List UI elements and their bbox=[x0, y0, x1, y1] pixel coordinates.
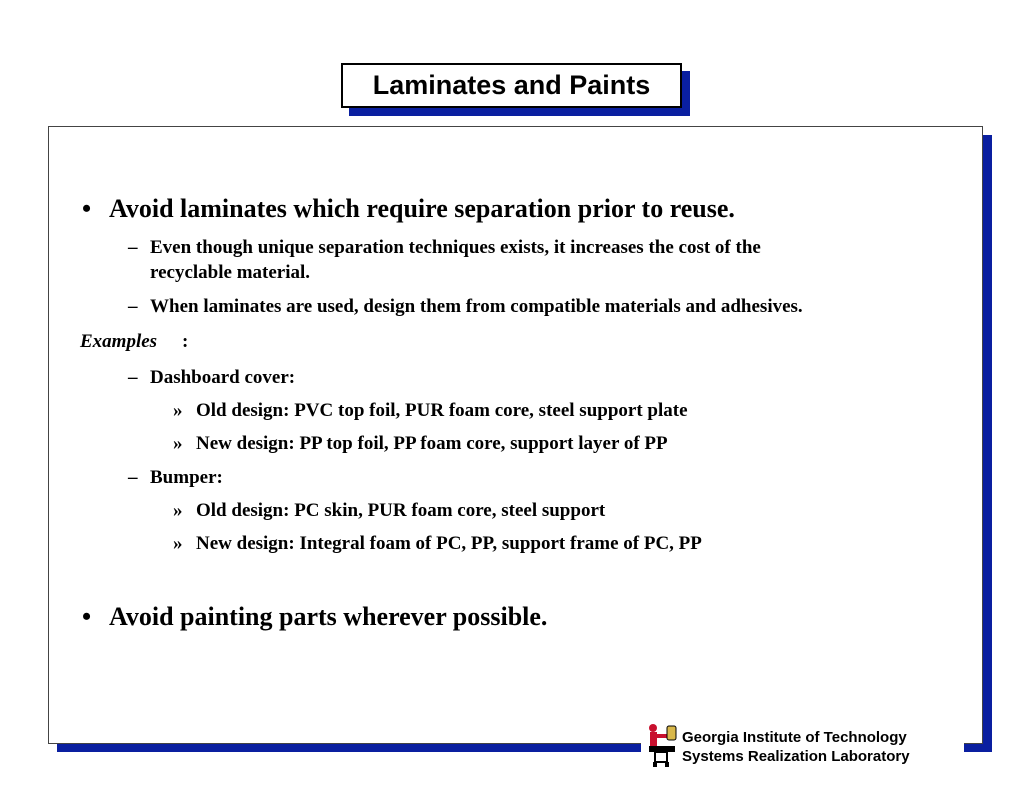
examples-label: Examples bbox=[80, 331, 158, 352]
dash-marker: – bbox=[128, 237, 138, 258]
slide-title: Laminates and Paints bbox=[372, 70, 651, 100]
sub-compatible: When laminates are used, design them from compatible materials and adhesives. bbox=[150, 296, 803, 317]
raquo-marker: » bbox=[173, 500, 183, 521]
georgia-tech-logo-icon bbox=[643, 722, 679, 768]
dashboard-old-design: Old design: PVC top foil, PUR foam core, steel support plate bbox=[196, 400, 688, 421]
dashboard-cover: Dashboard cover: bbox=[150, 367, 296, 388]
bullet-marker: • bbox=[82, 602, 92, 631]
footer-text bbox=[682, 728, 910, 766]
bumper-old-design: Old design: PC skin, PUR foam core, steel support bbox=[196, 500, 606, 521]
examples-colon: : bbox=[182, 331, 189, 352]
dashboard-new-design: New design: PP top foil, PP foam core, support layer of PP bbox=[196, 433, 668, 454]
footer-institution: Georgia Institute of Technology bbox=[682, 729, 907, 746]
raquo-marker: » bbox=[173, 433, 183, 454]
bumper-new-design: New design: Integral foam of PC, PP, support frame of PC, PP bbox=[196, 533, 702, 554]
dash-marker: – bbox=[128, 296, 138, 317]
bullet-marker: • bbox=[82, 194, 92, 223]
dash-marker: – bbox=[128, 467, 138, 488]
sub-separation-line1: Even though unique separation techniques exists, it increases the cost of the bbox=[150, 237, 761, 258]
raquo-marker: » bbox=[173, 400, 183, 421]
dash-marker: – bbox=[128, 367, 138, 388]
bullet-laminates: Avoid laminates which require separation prior to reuse. bbox=[109, 194, 735, 223]
bumper: Bumper: bbox=[150, 467, 223, 488]
raquo-marker: » bbox=[173, 533, 183, 554]
bullet-painting: Avoid painting parts wherever possible. bbox=[109, 602, 548, 631]
sub-separation-line2: recyclable material. bbox=[150, 262, 311, 283]
footer-lab: Systems Realization Laboratory bbox=[682, 748, 910, 765]
footer-branding bbox=[641, 720, 971, 770]
